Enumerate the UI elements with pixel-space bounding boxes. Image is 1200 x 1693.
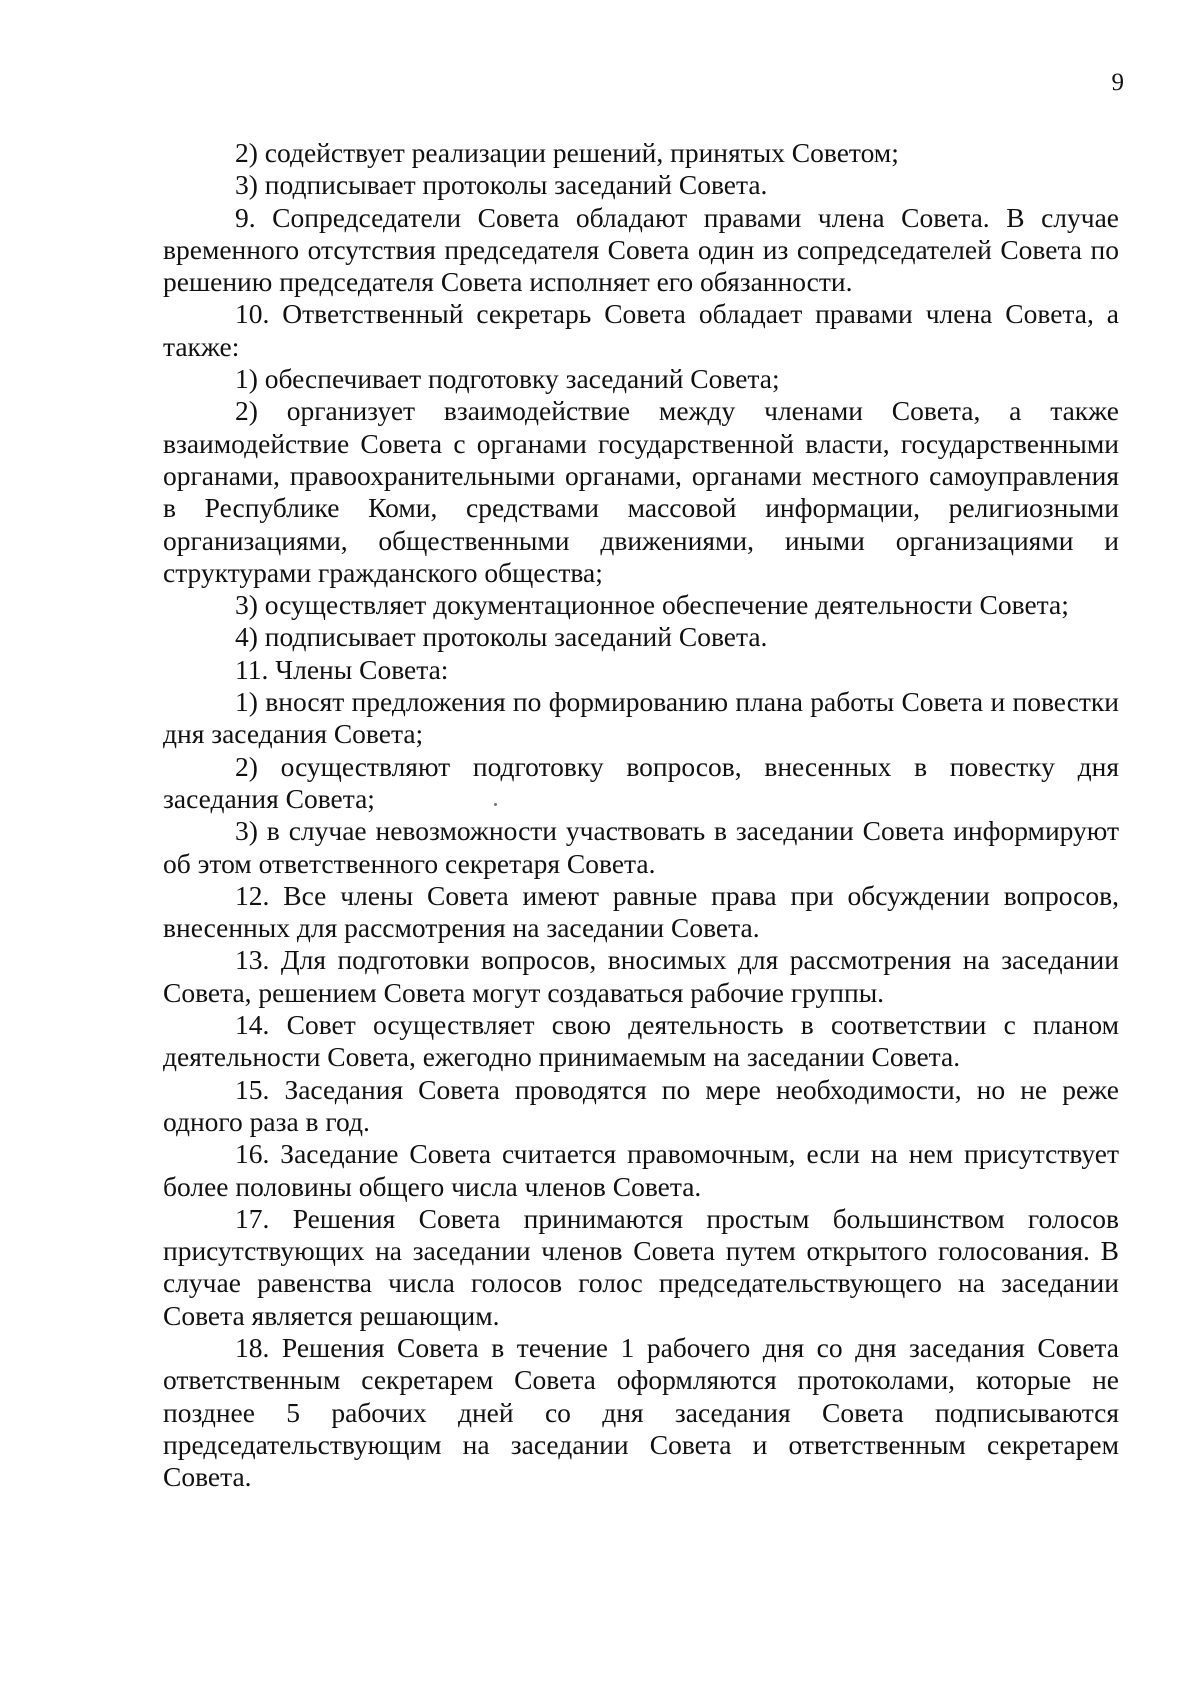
paragraph-chairman-duty-2: 2) содействует реализации решений, принятых Советом; <box>235 137 899 168</box>
page-number: 9 <box>1111 69 1124 96</box>
paragraph-members-duty-1: 1) вносят предложения по формированию плана работы Совета и повестки дня заседания Совета; <box>163 686 1119 750</box>
paragraph-14-activity-plan: 14. Совет осуществляет свою деятельность в соответствии с планом деятельности Совета, ежегодно принимаемым на заседании Совета. <box>163 1009 1119 1073</box>
paragraph-secretary-duty-1: 1) обеспечивает подготовку заседаний Совета; <box>235 363 780 395</box>
paragraph-members-duty-2: 2) осуществляют подготовку вопросов, внесенных в повестку дня заседания Совета; <box>163 750 1119 814</box>
paragraph-13-working-groups: 13. Для подготовки вопросов, вносимых для рассмотрения на заседании Совета, решением Совета могут создаваться рабочие группы. <box>163 944 1119 1008</box>
paragraph-9-co-chairs: 9. Сопредседатели Совета обладают правами члена Совета. В случае временного отсутствия председателя Совета один из сопредседателей Совета по решению председателя Совета исполняет его обязанности. <box>163 201 1119 298</box>
paragraph-16-quorum: 16. Заседание Совета считается правомочным, если на нем присутствует более половины общего числа членов Совета. <box>163 1138 1119 1202</box>
paragraph-secretary-duty-2: 2) организует взаимодействие между членами Совета, а также взаимодействие Совета с органами государственной власти, государственными органами, правоохранительными органами, органами местного самоуправления в Республике Коми, средствами массовой информации, религиозными организациями, общественными движениями, иными организациями и структурами гражданского общества; <box>163 395 1119 588</box>
paragraph-12-equal-rights: 12. Все члены Совета имеют равные права при обсуждении вопросов, внесенных для рассмотрения на заседании Совета. <box>163 879 1119 944</box>
paragraph-11-members: 11. Члены Совета: <box>235 653 449 685</box>
paragraph-members-duty-3: 3) в случае невозможности участвовать в заседании Совета информируют об этом ответственного секретаря Совета. <box>163 815 1119 879</box>
paragraph-chairman-duty-3: 3) подписывает протоколы заседаний Совета. <box>235 169 768 201</box>
paragraph-secretary-duty-4: 4) подписывает протоколы заседаний Совета. <box>235 621 768 653</box>
paragraph-secretary-duty-3: 3) осуществляет документационное обеспечение деятельности Совета; <box>235 589 1069 621</box>
paragraph-17-voting: 17. Решения Совета принимаются простым большинством голосов присутствующих на заседании членов Совета путем открытого голосования. В случае равенства числа голосов голос председательствующего на заседании Совета является решающим. <box>163 1202 1119 1331</box>
paragraph-18-protocols: 18. Решения Совета в течение 1 рабочего дня со дня заседания Совета ответственным секретарем Совета оформляются протоколами, которые не позднее 5 рабочих дней со дня заседания Совета подписываются председательствующим на заседании Совета и ответственным секретарем Совета. <box>163 1331 1119 1493</box>
scan-speck <box>494 803 497 806</box>
document-body <box>163 137 1119 1493</box>
paragraph-10-secretary: 10. Ответственный секретарь Совета обладает правами члена Совета, а также: <box>163 298 1119 362</box>
paragraph-15-meeting-frequency: 15. Заседания Совета проводятся по мере необходимости, но не реже одного раза в год. <box>163 1073 1119 1137</box>
